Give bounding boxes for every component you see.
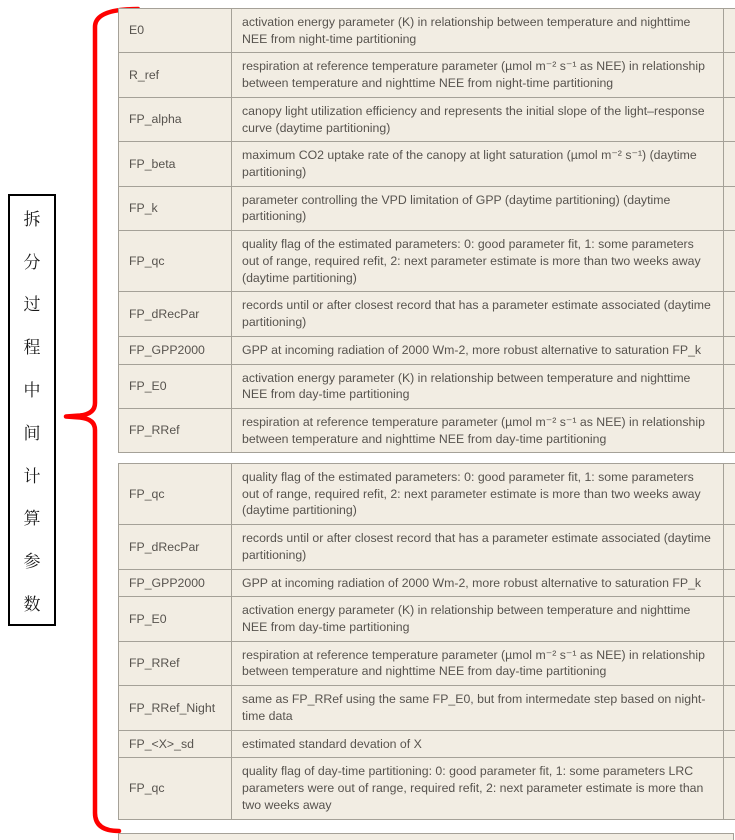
param-desc-cell: parameter controlling the VPD limitation of GPP (daytime partitioning) (daytime partitioning) xyxy=(232,186,724,230)
empty-cell xyxy=(724,364,735,408)
vertical-label-char: 分 xyxy=(23,252,41,272)
empty-cell xyxy=(724,336,735,364)
param-name-cell: FP_<X>_sd xyxy=(119,730,232,758)
param-desc-cell: respiration at reference temperature parameter (µmol m⁻² s⁻¹ as NEE) in relationship between temperature and nighttime NEE from night-time partitioning xyxy=(232,53,724,97)
vertical-label-char: 计 xyxy=(23,466,41,486)
empty-cell xyxy=(724,758,735,819)
param-name-cell: FP_GPP2000 xyxy=(119,569,232,597)
param-row xyxy=(119,186,735,230)
param-desc-cell: records until or after closest record that has a parameter estimate associated (daytime partitioning) xyxy=(232,525,724,569)
param-row xyxy=(119,686,735,730)
param-desc-cell: quality flag of day-time partitioning: 0: good parameter fit, 1: some parameters LRC parameters were out of range, required refit, 2: next parameter estimate is more than two weeks away xyxy=(232,758,724,819)
empty-cell xyxy=(724,686,735,730)
param-name-cell: FP_RRef xyxy=(119,408,232,452)
param-row xyxy=(119,97,735,141)
empty-cell xyxy=(724,97,735,141)
param-desc-cell: quality flag of the estimated parameters: 0: good parameter fit, 1: some parameters out of range, required refit, 2: next parameter estimate is more than two weeks away (daytime partitioning) xyxy=(232,231,724,292)
param-desc-cell: GPP at incoming radiation of 2000 Wm-2, more robust alternative to saturation FP_k xyxy=(232,336,724,364)
param-row xyxy=(119,525,735,569)
param-row xyxy=(119,292,735,336)
param-name-cell: FP_qc xyxy=(119,758,232,819)
param-row xyxy=(119,730,735,758)
param-desc-cell: GPP at incoming radiation of 2000 Wm-2, more robust alternative to saturation FP_k xyxy=(232,569,724,597)
param-row xyxy=(119,408,735,452)
vertical-label-char: 程 xyxy=(23,338,41,358)
param-name-cell: FP_RRef_Night xyxy=(119,686,232,730)
param-name-cell: FP_RRef xyxy=(119,641,232,685)
param-row xyxy=(119,464,735,525)
param-desc-cell: canopy light utilization efficiency and represents the initial slope of the light–response curve (daytime partitioning) xyxy=(232,97,724,141)
param-desc-cell: records until or after closest record that has a parameter estimate associated (daytime partitioning) xyxy=(232,292,724,336)
param-name-cell: FP_qc xyxy=(119,464,232,525)
param-row xyxy=(119,597,735,641)
empty-cell xyxy=(724,525,735,569)
param-desc-cell: estimated standard devation of X xyxy=(232,730,724,758)
params-table-2 xyxy=(118,463,735,820)
params-table-1 xyxy=(118,8,735,453)
param-desc-cell: activation energy parameter (K) in relationship between temperature and nighttime NEE from night-time partitioning xyxy=(232,9,724,53)
empty-cell xyxy=(724,464,735,525)
param-desc-cell: activation energy parameter (K) in relationship between temperature and nighttime NEE from day-time partitioning xyxy=(232,364,724,408)
param-desc-cell: respiration at reference temperature parameter (µmol m⁻² s⁻¹ as NEE) in relationship between temperature and nighttime NEE from day-time partitioning xyxy=(232,408,724,452)
param-name-cell: FP_alpha xyxy=(119,97,232,141)
empty-cell xyxy=(724,186,735,230)
param-name-cell: R_ref xyxy=(119,53,232,97)
param-row xyxy=(119,231,735,292)
param-row xyxy=(119,569,735,597)
param-name-cell: FP_E0 xyxy=(119,597,232,641)
param-desc-cell: same as FP_RRef using the same FP_E0, but from intermedate step based on night-time data xyxy=(232,686,724,730)
param-desc-cell: respiration at reference temperature parameter (µmol m⁻² s⁻¹ as NEE) in relationship between temperature and nighttime NEE from day-time partitioning xyxy=(232,641,724,685)
param-name-cell: FP_k xyxy=(119,186,232,230)
empty-cell xyxy=(724,597,735,641)
empty-cell xyxy=(724,9,735,53)
vertical-label-char: 中 xyxy=(23,381,41,401)
vertical-label-char: 过 xyxy=(23,295,41,315)
param-desc-cell: activation energy parameter (K) in relationship between temperature and nighttime NEE from day-time partitioning xyxy=(232,597,724,641)
param-name-cell: FP_beta xyxy=(119,142,232,186)
param-desc-cell: quality flag of the estimated parameters: 0: good parameter fit, 1: some parameters out of range, required refit, 2: next parameter estimate is more than two weeks away (daytime partitioning) xyxy=(232,464,724,525)
empty-cell xyxy=(724,53,735,97)
vertical-label-char: 拆 xyxy=(23,209,41,229)
vertical-label-char: 算 xyxy=(23,509,41,529)
param-name-cell: FP_dRecPar xyxy=(119,525,232,569)
empty-cell xyxy=(724,292,735,336)
param-row xyxy=(119,336,735,364)
param-name-cell: FP_E0 xyxy=(119,364,232,408)
param-row xyxy=(119,9,735,53)
empty-cell xyxy=(724,730,735,758)
empty-cell xyxy=(724,142,735,186)
param-desc-cell: maximum CO2 uptake rate of the canopy at light saturation (µmol m⁻² s⁻¹) (daytime partitioning) xyxy=(232,142,724,186)
empty-cell xyxy=(724,231,735,292)
param-row xyxy=(119,758,735,819)
param-name-cell: FP_dRecPar xyxy=(119,292,232,336)
param-name-cell: E0 xyxy=(119,9,232,53)
param-row xyxy=(119,641,735,685)
param-name-cell: FP_GPP2000 xyxy=(119,336,232,364)
vertical-label-box xyxy=(8,194,56,626)
next-table-sliver xyxy=(118,833,734,840)
param-row xyxy=(119,53,735,97)
vertical-label-char: 间 xyxy=(23,423,41,443)
vertical-label-char: 参 xyxy=(23,552,41,572)
empty-cell xyxy=(724,408,735,452)
empty-cell xyxy=(724,569,735,597)
empty-cell xyxy=(724,641,735,685)
vertical-label-char: 数 xyxy=(23,595,41,615)
param-name-cell: FP_qc xyxy=(119,231,232,292)
param-row xyxy=(119,364,735,408)
param-row xyxy=(119,142,735,186)
